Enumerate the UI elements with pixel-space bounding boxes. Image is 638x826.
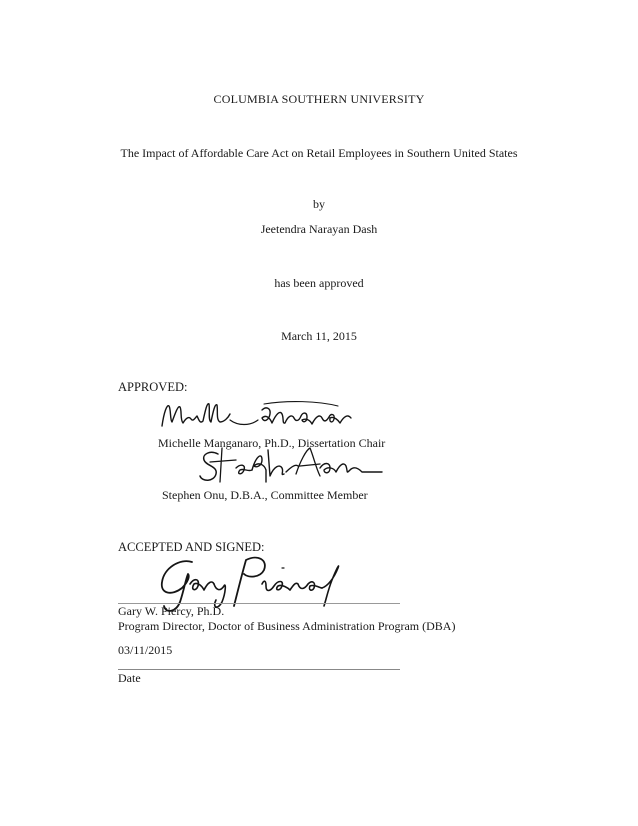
signatory-1-name: Michelle Manganaro, Ph.D., Dissertation Chair [158, 436, 386, 450]
university-name: COLUMBIA SOUTHERN UNIVERSITY [213, 92, 425, 106]
date-label: Date [118, 671, 141, 685]
approval-date: March 11, 2015 [281, 329, 357, 343]
accepted-and-signed-label: ACCEPTED AND SIGNED: [118, 540, 265, 554]
signatory-2-name: Stephen Onu, D.B.A., Committee Member [162, 488, 368, 502]
by-line: by [313, 197, 325, 211]
signatory-3-name: Gary W. Piercy, Ph.D. [118, 604, 225, 618]
dissertation-title: The Impact of Affordable Care Act on Retail Employees in Southern United States [120, 146, 518, 160]
signed-date: 03/11/2015 [118, 643, 173, 657]
signatory-3-role: Program Director, Doctor of Business Administration Program (DBA) [118, 619, 456, 633]
approved-label: APPROVED: [118, 380, 188, 394]
approval-statement: has been approved [274, 276, 364, 290]
signature-michelle-manganaro [158, 396, 388, 438]
date-line [118, 669, 400, 670]
signature-stephen-onu [196, 442, 386, 490]
author-name: Jeetendra Narayan Dash [260, 222, 378, 236]
